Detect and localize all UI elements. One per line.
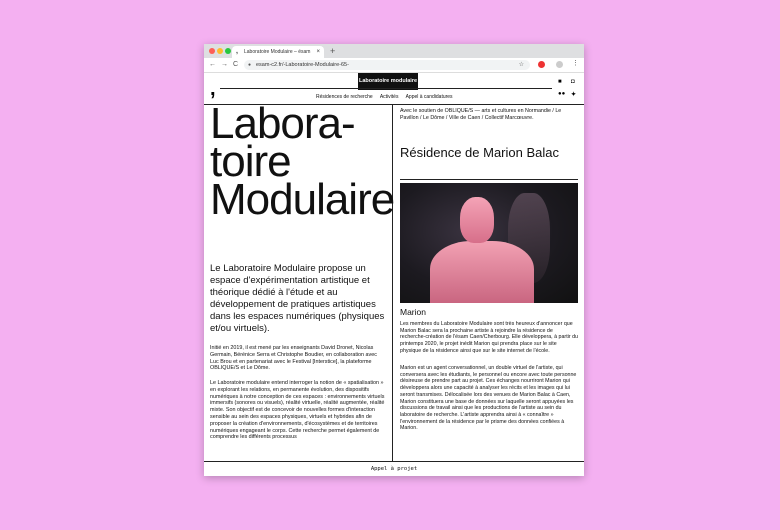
nav-appel[interactable]: Appel à candidatures: [405, 94, 453, 100]
footer-appel[interactable]: Appel à projet: [204, 461, 584, 476]
instagram-icon[interactable]: ◘: [571, 79, 575, 85]
twitter-icon[interactable]: ✦: [571, 92, 577, 98]
facebook-icon[interactable]: ■: [558, 79, 562, 85]
residence-paragraph-1: Les membres du Laboratoire Modulaire sont très heureux d'annoncer que Marion Balac sera la prochaine artiste à rejoindre la résidence de recherche-création de l'ésam Caen/Cherbourg. Elle développera, à partir du printemps 2020, le projet inédit Marion qui prendra place sur le site physique de la résidence ainsi que sur le site internet de l'école.: [400, 321, 578, 354]
page-title: Labora- toire Modulaire: [210, 105, 395, 219]
back-icon[interactable]: ←: [209, 61, 216, 68]
bookmark-star-icon[interactable]: ☆: [518, 62, 524, 68]
photo-figure-body: [430, 241, 534, 303]
photo-figure-head: [460, 197, 494, 243]
forward-icon[interactable]: →: [221, 61, 228, 68]
nav-residences[interactable]: Résidences de recherche: [316, 94, 373, 100]
minimize-window-icon[interactable]: [217, 48, 223, 54]
reload-icon[interactable]: C: [233, 61, 239, 68]
header-line: [220, 88, 552, 89]
residence-title: Résidence de Marion Balac: [400, 145, 559, 160]
residence-paragraph-2: Marion est un agent conversationnel, un double virtuel de l'artiste, qui conversera avec les étudiants, le personnel ou encore avec toute personne désireuse de prendre part au projet. Ces échanges nourriront Marion qui développera alors une capacité à analyser les récits et les images qui lui seront transmises. Délocalisée lors des venues de Marion Balac à Caen, Marion constituera une base de données sur laquelle seront appuyées les discussions de travail ainsi que les productions de l'artiste au sein du laboratoire de recherche. L'artiste apprendra ainsi à « connaître » l'environnement de la résidence par le prisme des données confiées à Marion.: [400, 365, 577, 432]
marion-photo: [400, 183, 578, 303]
tab-bar: [204, 44, 584, 58]
esam-comma-logo[interactable]: ,: [210, 78, 216, 100]
tab-title: Laboratoire Modulaire – ésam: [244, 49, 311, 55]
close-window-icon[interactable]: [209, 48, 215, 54]
browser-menu-icon[interactable]: ⋮: [572, 60, 579, 67]
profile-avatar[interactable]: [556, 61, 563, 68]
maximize-window-icon[interactable]: [225, 48, 231, 54]
new-tab-button[interactable]: +: [330, 46, 336, 56]
flickr-icon[interactable]: ●●: [558, 91, 566, 97]
browser-toolbar: [204, 58, 584, 73]
browser-window: [204, 44, 584, 476]
address-bar[interactable]: [244, 60, 530, 70]
body-paragraph: Le Laboratoire modulaire entend interroger la notion de « spatialisation » en explorant les relations, en permanente évolution, des dispositifs numériques à notre conception de ces espaces : environnements virtuels immersifs (sonores ou visuels), réalité virtuelle, réalité augmentée, réalité mixte. Son objectif est de concevoir de nouvelles formes d'interaction sensible au sein des espaces physiques, virtuels et hybrides afin de proposer la création d'environnements, d'écosystèmes et de territoires numériques engageant le corps. Cette recherche permet également de comprendre les différents processus: [210, 380, 385, 441]
site-nav: [316, 94, 459, 100]
intro-paragraph: Initié en 2019, il est mené par les enseignants David Dronet, Nicolas Germain, Bérénice Serra et Christophe Boudier, en collaboration avec Luc Brou et en partenariat avec le Festival [Interstice], la plateforme OBLIQUE/S et Le Dôme.: [210, 345, 377, 372]
favicon-comma-icon: ,: [236, 48, 238, 55]
site-badge[interactable]: Laboratoire modulaire: [358, 73, 418, 90]
lock-icon: ●: [248, 62, 252, 68]
lead-paragraph: Le Laboratoire Modulaire propose un espace d'expérimentation artistique et théorique dédié à l'étude et au développement de pratiques artistiques dans les espaces numériques (physiques et/ou virtuels).: [210, 263, 385, 334]
extension-icon[interactable]: [538, 61, 545, 68]
tab-laboratoire[interactable]: [232, 46, 324, 58]
url-text[interactable]: esam-c2.fr/-Laboratoire-Modulaire-65-: [256, 62, 349, 68]
support-text: Avec le soutien de OBLIQUE/S — arts et cultures en Normandie / Le Pavillon / Le Dôme / Ville de Caen / Collectif Marcœuvre.: [400, 108, 562, 121]
nav-activites[interactable]: Activités: [379, 94, 399, 100]
residence-rule: [400, 179, 578, 180]
tab-close-icon[interactable]: ×: [316, 49, 320, 55]
web-page: [204, 73, 584, 476]
photo-caption: Marion: [400, 307, 426, 317]
